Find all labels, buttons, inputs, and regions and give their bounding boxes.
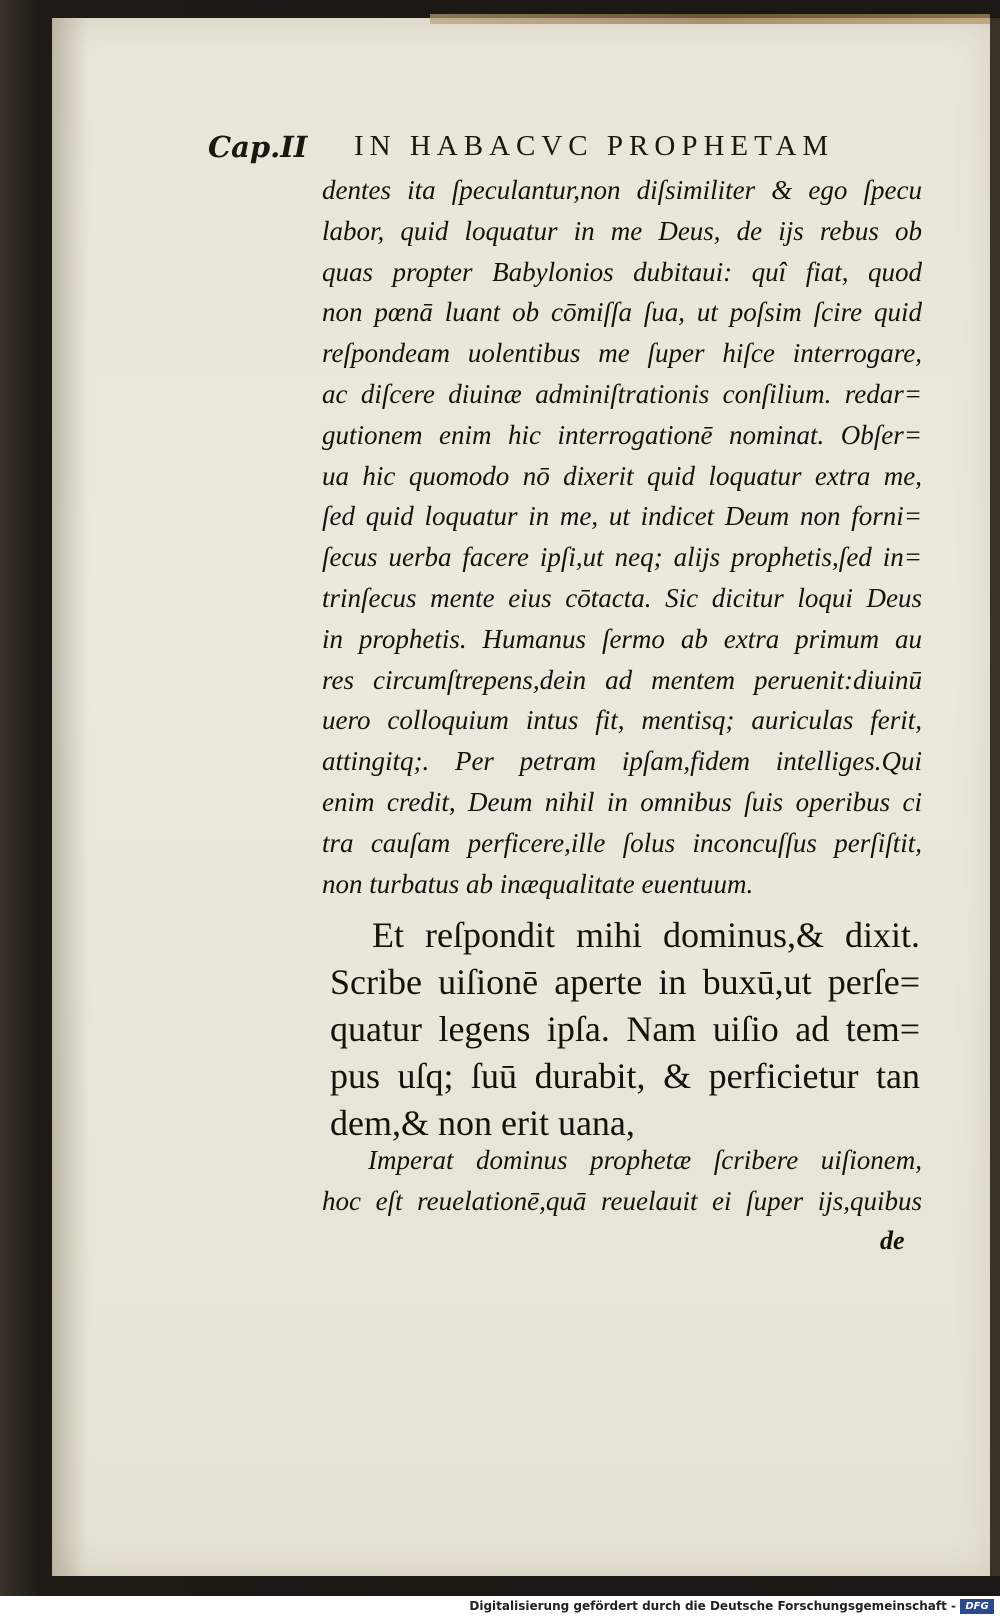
text-line: trinſecus mente eius cōtacta. Sic dicitur loqui Deus [322,582,922,613]
text-line: ua hic quomodo nō dixerit quid loquatur extra me, [322,460,922,491]
gutter-shadow [52,18,88,1576]
scripture-line: Scribe uiſionē aperte in buxū,ut perſe= [330,962,920,1002]
text-line: gutionem enim hic interrogationē nominat. Obſer= [322,419,922,450]
scripture-block [330,912,920,1147]
text-line: dentes ita ſpeculantur,non diſsimiliter & ego ſpecu [322,175,922,205]
chapter-marker: Cap.II [208,130,308,164]
text-line: uero colloquium intus fit, mentisq; auriculas ferit, [322,705,922,736]
footer-bar [0,1596,1000,1618]
text-line: in prophetis. Humanus ſermo ab extra primum au [322,623,922,654]
running-head [208,130,948,170]
running-title: IN HABACVC PROPHETAM [354,130,835,162]
text-line: quas propter Babylonios dubitaui: quî fiat, quod [322,256,922,287]
text-line: ſed quid loquatur in me, ut indicet Deum non forni= [322,501,922,532]
text-line: non turbatus ab inæqualitate euentuum. [322,868,754,899]
scripture-line: dem,& non erit uana, [330,1103,635,1143]
text-line: ſecus uerba facere ipſi,ut neq; alijs prophetis,ſed in= [322,542,922,573]
text-line: labor, quid loquatur in me Deus, de ijs rebus ob [322,215,922,246]
scripture-line: Et reſpondit mihi dominus,& dixit. [372,915,920,955]
page-edge-stain [430,14,990,24]
dfg-logo: DFG [960,1599,994,1614]
text-line: hoc eſt reuelationē,quā reuelauit ei ſuper ijs,quibus [322,1185,922,1216]
commentary-block [322,170,922,904]
right-page-edge [990,18,1000,1576]
text-line: attingitq;. Per petram ipſam,fidem intelliges.Qui [322,746,922,777]
scripture-line: quatur legens ipſa. Nam uiſio ad tem= [330,1009,920,1049]
commentary-block-2 [322,1140,922,1222]
text-line: tra cauſam perficere,ille ſolus inconcuſſus perſiſtit, [322,827,922,858]
text-line: ac diſcere diuinæ adminiſtrationis conſilium. redar= [322,378,922,409]
catchword: de [880,1226,905,1255]
text-line: res circumſtrepens,dein ad mentem peruenit:diuinū [322,664,922,695]
text-line: Imperat dominus prophetæ ſcribere uiſionem, [368,1145,922,1175]
text-line: enim credit, Deum nihil in omnibus ſuis operibus ci [322,786,922,817]
text-line: reſpondeam uolentibus me ſuper hiſce interrogare, [322,338,922,369]
scripture-line: pus uſq; ſuū durabit, & perficietur tan [330,1056,920,1096]
text-line: non pœnā luant ob cōmiſſa ſua, ut poſsim ſcire quid [322,297,922,328]
funding-notice: Digitalisierung gefördert durch die Deutsche Forschungsgemeinschaft - [469,1599,956,1613]
